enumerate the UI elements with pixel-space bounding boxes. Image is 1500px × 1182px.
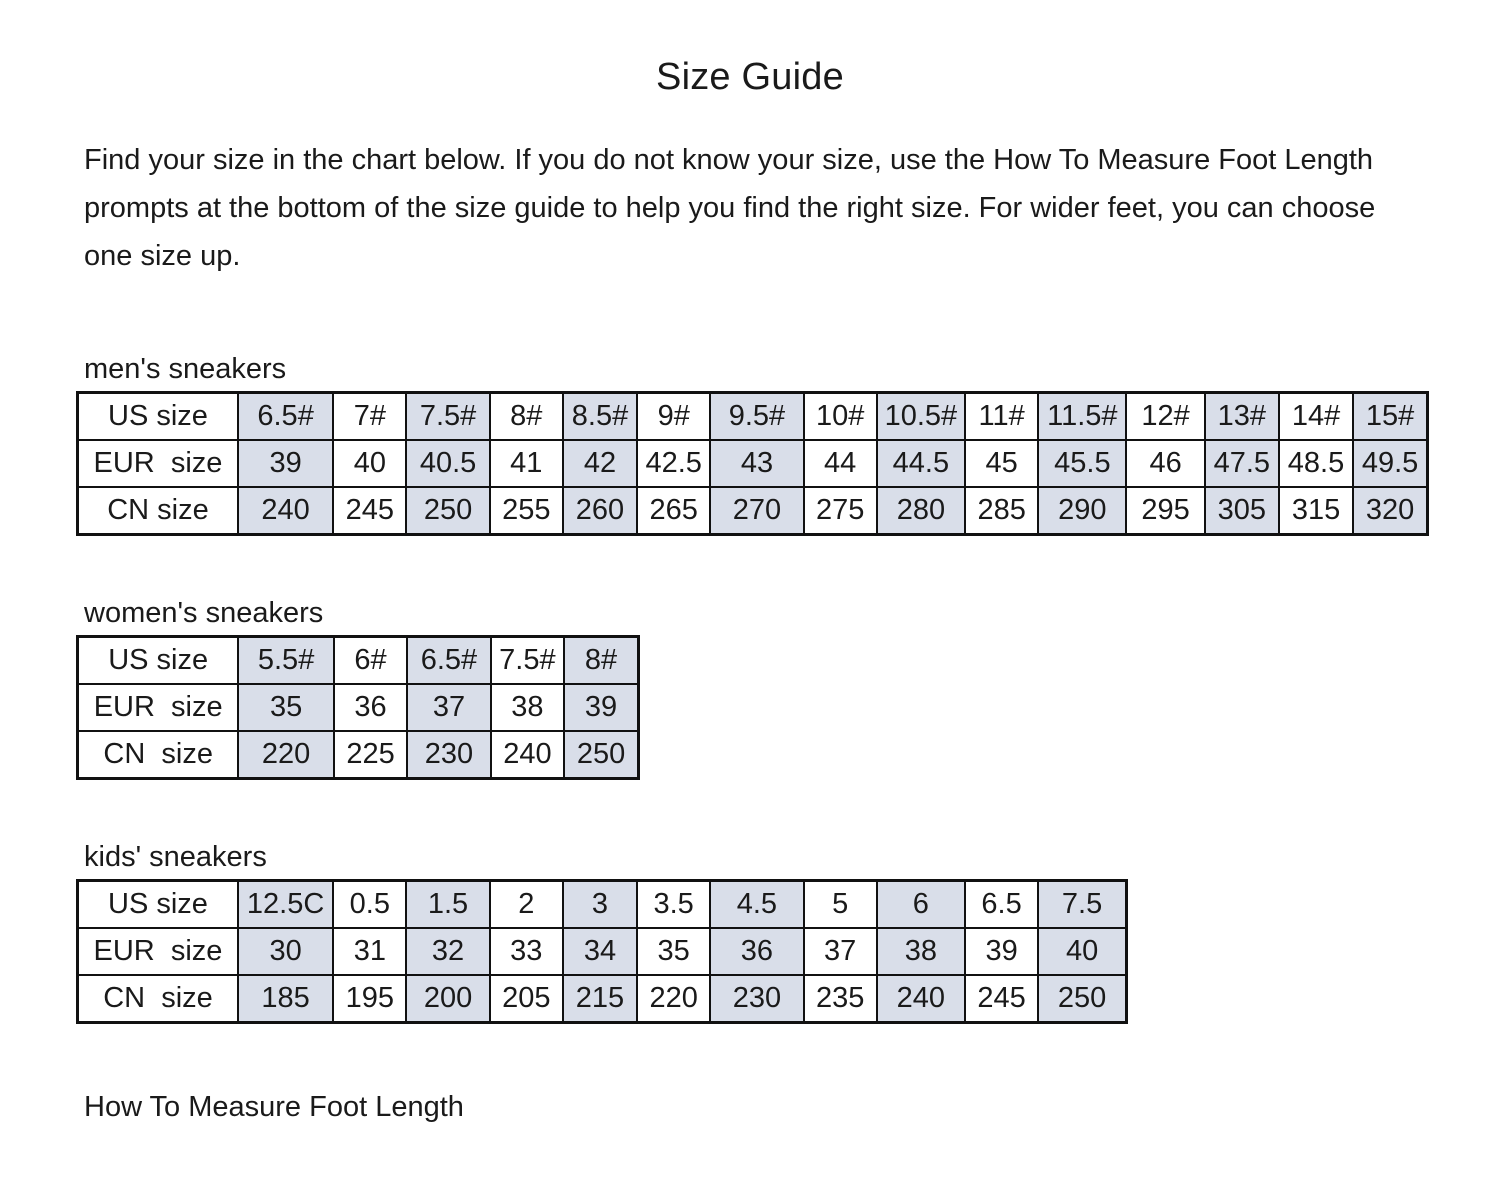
size-cell: 285	[965, 487, 1038, 535]
size-cell: 230	[407, 731, 490, 779]
size-cell: 265	[637, 487, 710, 535]
size-cell: 240	[491, 731, 564, 779]
size-cell: 37	[407, 684, 490, 731]
size-cell: 295	[1126, 487, 1204, 535]
row-header: CN size	[78, 975, 238, 1023]
size-cell: 39	[238, 440, 333, 487]
size-cell: 34	[563, 928, 637, 975]
size-cell: 12.5C	[238, 881, 333, 929]
size-cell: 8.5#	[563, 393, 637, 441]
size-cell: 6#	[334, 637, 407, 685]
size-cell: 12#	[1126, 393, 1204, 441]
size-cell: 9#	[637, 393, 710, 441]
size-cell: 7.5#	[406, 393, 489, 441]
table-row	[78, 684, 639, 731]
size-cell: 46	[1126, 440, 1204, 487]
womens-sneakers-label: women's sneakers	[84, 597, 324, 629]
size-cell: 6.5	[965, 881, 1038, 929]
size-cell: 290	[1038, 487, 1126, 535]
size-cell: 44	[804, 440, 877, 487]
how-to-measure-heading: How To Measure Foot Length	[84, 1091, 464, 1123]
size-cell: 230	[710, 975, 803, 1023]
size-cell: 280	[877, 487, 965, 535]
size-cell: 10#	[804, 393, 877, 441]
intro-paragraph: Find your size in the chart below. If you do not know your size, use the How To Measure Foot Length prompts at the bottom of the size guide to help you find the right size. For wider feet, you can choose one size up.	[84, 144, 1376, 272]
size-cell: 36	[334, 684, 407, 731]
size-cell: 225	[334, 731, 407, 779]
size-cell: 250	[564, 731, 638, 779]
size-cell: 39	[965, 928, 1038, 975]
size-cell: 8#	[564, 637, 638, 685]
size-cell: 1.5	[406, 881, 489, 929]
size-cell: 5.5#	[238, 637, 334, 685]
size-cell: 45.5	[1038, 440, 1126, 487]
size-cell: 10.5#	[877, 393, 965, 441]
size-cell: 38	[491, 684, 564, 731]
size-cell: 4.5	[710, 881, 803, 929]
size-cell: 7.5	[1038, 881, 1126, 929]
row-header: EUR size	[78, 928, 238, 975]
size-cell: 37	[804, 928, 877, 975]
size-cell: 48.5	[1279, 440, 1353, 487]
size-cell: 36	[710, 928, 803, 975]
size-cell: 6.5#	[407, 637, 490, 685]
size-cell: 245	[333, 487, 406, 535]
table-row	[78, 637, 639, 685]
size-cell: 35	[637, 928, 710, 975]
size-cell: 40.5	[406, 440, 489, 487]
size-cell: 43	[710, 440, 803, 487]
size-cell: 40	[333, 440, 406, 487]
table-row	[78, 881, 1127, 929]
size-cell: 250	[1038, 975, 1126, 1023]
table-row	[78, 928, 1127, 975]
row-header: US size	[78, 637, 239, 685]
size-cell: 42.5	[637, 440, 710, 487]
size-cell: 30	[238, 928, 333, 975]
size-cell: 240	[877, 975, 965, 1023]
size-cell: 255	[490, 487, 563, 535]
size-cell: 38	[877, 928, 965, 975]
mens-sneakers-label: men's sneakers	[84, 353, 287, 385]
kids-size-table	[76, 879, 1128, 1024]
size-cell: 250	[406, 487, 489, 535]
size-cell: 200	[406, 975, 489, 1023]
size-cell: 14#	[1279, 393, 1353, 441]
size-cell: 7#	[333, 393, 406, 441]
size-cell: 270	[710, 487, 803, 535]
size-cell: 13#	[1205, 393, 1279, 441]
size-cell: 185	[238, 975, 333, 1023]
size-cell: 39	[564, 684, 638, 731]
size-cell: 42	[563, 440, 637, 487]
size-cell: 7.5#	[491, 637, 564, 685]
size-cell: 6	[877, 881, 965, 929]
row-header: US size	[78, 881, 238, 929]
size-cell: 11.5#	[1038, 393, 1126, 441]
size-cell: 0.5	[333, 881, 406, 929]
size-cell: 305	[1205, 487, 1279, 535]
table-row	[78, 393, 1428, 441]
table-row	[78, 487, 1428, 535]
size-cell: 245	[965, 975, 1038, 1023]
size-cell: 35	[238, 684, 334, 731]
table-row	[78, 440, 1428, 487]
size-cell: 5	[804, 881, 877, 929]
row-header: US size	[78, 393, 238, 441]
mens-size-table	[76, 391, 1429, 536]
row-header: CN size	[78, 487, 238, 535]
page-title: Size Guide	[656, 56, 844, 98]
size-cell: 45	[965, 440, 1038, 487]
size-cell: 3	[563, 881, 637, 929]
size-cell: 235	[804, 975, 877, 1023]
size-cell: 220	[637, 975, 710, 1023]
kids-sneakers-label: kids' sneakers	[84, 841, 267, 873]
size-cell: 195	[333, 975, 406, 1023]
size-cell: 47.5	[1205, 440, 1279, 487]
size-cell: 33	[490, 928, 563, 975]
size-cell: 15#	[1353, 393, 1427, 441]
size-cell: 220	[238, 731, 334, 779]
row-header: EUR size	[78, 684, 239, 731]
size-cell: 31	[333, 928, 406, 975]
size-cell: 275	[804, 487, 877, 535]
size-cell: 11#	[965, 393, 1038, 441]
size-cell: 260	[563, 487, 637, 535]
womens-size-table	[76, 635, 640, 780]
row-header: EUR size	[78, 440, 238, 487]
row-header: CN size	[78, 731, 239, 779]
size-cell: 9.5#	[710, 393, 803, 441]
size-cell: 315	[1279, 487, 1353, 535]
table-row	[78, 731, 639, 779]
size-cell: 49.5	[1353, 440, 1427, 487]
size-cell: 6.5#	[238, 393, 333, 441]
size-cell: 320	[1353, 487, 1427, 535]
size-cell: 3.5	[637, 881, 710, 929]
size-cell: 32	[406, 928, 489, 975]
size-cell: 44.5	[877, 440, 965, 487]
size-cell: 8#	[490, 393, 563, 441]
table-row	[78, 975, 1127, 1023]
size-cell: 215	[563, 975, 637, 1023]
size-cell: 40	[1038, 928, 1126, 975]
size-cell: 240	[238, 487, 333, 535]
size-cell: 41	[490, 440, 563, 487]
size-cell: 205	[490, 975, 563, 1023]
size-cell: 2	[490, 881, 563, 929]
